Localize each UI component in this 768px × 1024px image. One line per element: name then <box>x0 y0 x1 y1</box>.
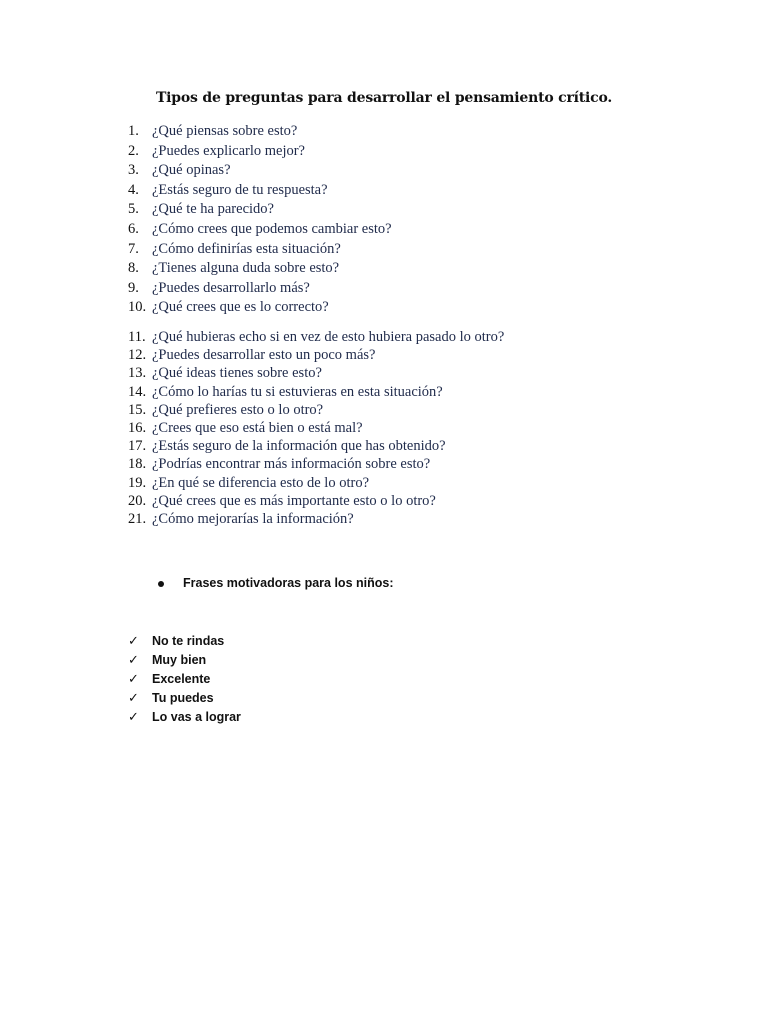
question-text: ¿Qué hubieras echo si en vez de esto hubiera pasado lo otro? <box>152 329 505 345</box>
question-text: ¿Qué opinas? <box>152 162 231 179</box>
list-item <box>128 689 241 708</box>
item-number: 3. <box>128 162 139 179</box>
question-text: ¿En qué se diferencia esto de lo otro? <box>152 474 370 491</box>
question-text: ¿Puedes desarrollarlo más? <box>152 279 310 296</box>
item-number: 4. <box>128 181 139 198</box>
list-item <box>128 632 241 651</box>
question-text: ¿Podrías encontrar más información sobre esto? <box>152 456 431 473</box>
list-item <box>128 437 504 455</box>
question-text: ¿Qué piensas sobre esto? <box>152 123 298 139</box>
item-number: 7. <box>128 240 139 257</box>
list-item <box>128 383 504 401</box>
question-text: ¿Cómo lo harías tu si estuvieras en esta situación? <box>152 383 443 400</box>
checkmark-icon: ✓ <box>128 672 139 687</box>
question-text: ¿Estás seguro de tu respuesta? <box>152 181 328 198</box>
list-item <box>128 346 504 364</box>
item-number: 17. <box>128 438 147 455</box>
item-number: 11. <box>128 329 146 345</box>
checkmark-icon: ✓ <box>128 691 139 706</box>
list-item <box>128 200 392 220</box>
item-number: 21. <box>128 510 147 527</box>
item-number: 12. <box>128 347 147 364</box>
list-item <box>128 474 504 492</box>
item-number: 9. <box>128 279 139 296</box>
bullet-heading: Frases motivadoras para los niños: <box>183 576 394 590</box>
list-item <box>128 142 392 162</box>
list-item <box>128 259 392 279</box>
question-text: ¿Puedes desarrollar esto un poco más? <box>152 347 376 364</box>
list-item <box>128 181 392 201</box>
phrase-text: Tu puedes <box>152 691 214 705</box>
question-list-1 <box>128 122 392 318</box>
checkmark-icon: ✓ <box>128 653 139 668</box>
item-number: 2. <box>128 142 139 159</box>
question-text: ¿Qué te ha parecido? <box>152 201 274 218</box>
list-item <box>128 122 392 142</box>
item-number: 14. <box>128 383 147 400</box>
item-number: 19. <box>128 474 147 491</box>
item-number: 10. <box>128 299 147 316</box>
item-number: 16. <box>128 419 147 436</box>
question-list-2 <box>128 328 504 528</box>
checkmark-icon: ✓ <box>128 710 139 725</box>
list-item <box>128 708 241 727</box>
list-item <box>128 492 504 510</box>
list-item <box>128 455 504 473</box>
bullet-heading-row <box>158 576 394 590</box>
phrase-text: No te rindas <box>152 634 225 648</box>
question-text: ¿Crees que eso está bien o está mal? <box>152 419 363 436</box>
list-item <box>128 328 504 346</box>
question-text: ¿Qué crees que es más importante esto o lo otro? <box>152 492 436 509</box>
item-number: 6. <box>128 220 139 237</box>
checkmark-icon: ✓ <box>128 634 139 649</box>
item-number: 20. <box>128 492 147 509</box>
list-item <box>128 220 392 240</box>
question-text: ¿Estás seguro de la información que has obtenido? <box>152 438 446 455</box>
item-number: 8. <box>128 260 139 277</box>
page-title: Tipos de preguntas para desarrollar el pensamiento crítico. <box>155 90 613 106</box>
question-text: ¿Cómo mejorarías la información? <box>152 510 354 527</box>
question-text: ¿Qué prefieres esto o lo otro? <box>152 401 324 418</box>
list-item <box>128 240 392 260</box>
item-number: 15. <box>128 401 147 418</box>
list-item <box>128 651 241 670</box>
list-item <box>128 419 504 437</box>
list-item <box>128 161 392 181</box>
question-text: ¿Qué ideas tienes sobre esto? <box>152 365 322 382</box>
question-text: ¿Puedes explicarlo mejor? <box>152 142 305 159</box>
item-number: 13. <box>128 365 147 382</box>
item-number: 5. <box>128 201 139 218</box>
bullet-dot-icon <box>158 581 164 587</box>
list-item <box>128 401 504 419</box>
item-number: 1. <box>128 123 139 139</box>
phrase-text: Muy bien <box>152 653 207 667</box>
question-text: ¿Tienes alguna duda sobre esto? <box>152 260 340 277</box>
phrase-text: Lo vas a lograr <box>152 710 241 724</box>
question-text: ¿Cómo crees que podemos cambiar esto? <box>152 220 392 237</box>
list-item <box>128 298 392 318</box>
list-item <box>128 510 504 528</box>
phrase-text: Excelente <box>152 672 211 686</box>
list-item <box>128 279 392 299</box>
list-item <box>128 364 504 382</box>
question-text: ¿Qué crees que es lo correcto? <box>152 299 329 316</box>
item-number: 18. <box>128 456 147 473</box>
motivational-phrases-list <box>128 632 241 727</box>
question-text: ¿Cómo definirías esta situación? <box>152 240 341 257</box>
list-item <box>128 670 241 689</box>
